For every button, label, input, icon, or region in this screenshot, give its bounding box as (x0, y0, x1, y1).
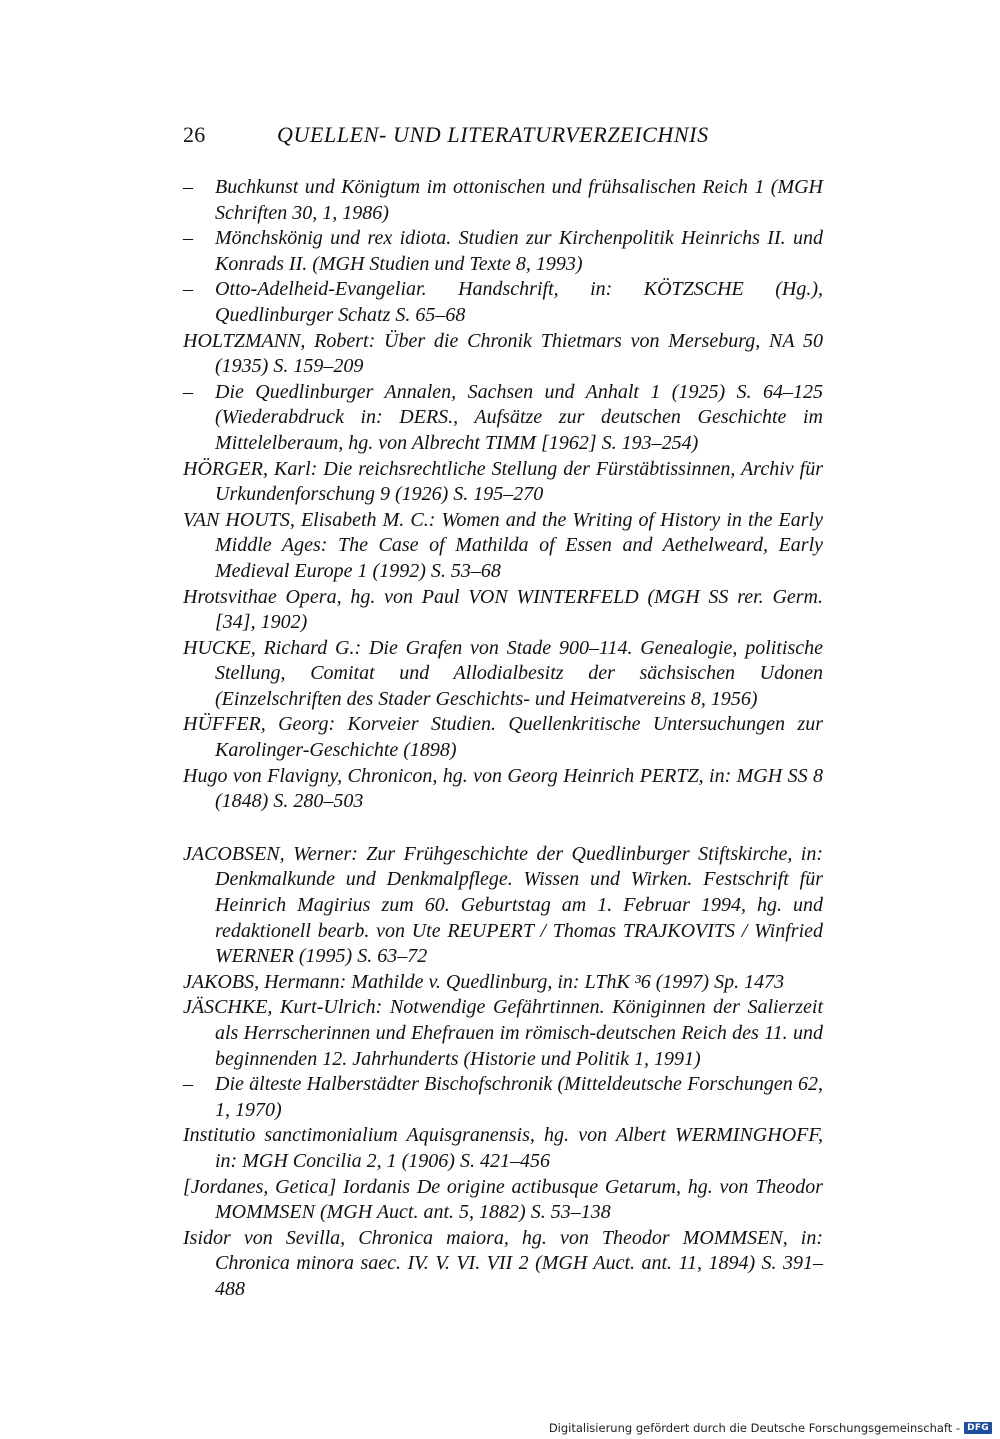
bibliography-entry: HOLTZMANN, Robert: Über die Chronik Thietmars von Merseburg, NA 50 (1935) S. 159–209 (183, 329, 823, 378)
bibliography-subentry: – Die Quedlinburger Annalen, Sachsen und Anhalt 1 (1925) S. 64–125 (Wiederabdruck in: DERS., Aufsätze zur deutschen Geschichte im Mittelelberaum, hg. von Albrecht TIMM [1962] S. 193–254) (183, 380, 823, 457)
bibliography-entry: Hugo von Flavigny, Chronicon, hg. von Georg Heinrich PERTZ, in: MGH SS 8 (1848) S. 280–503 (183, 764, 823, 813)
bibliography-subentry: – Otto-Adelheid-Evangeliar. Handschrift, in: KÖTZSCHE (Hg.), Quedlinburger Schatz S. 65–68 (183, 277, 823, 328)
page-number: 26 (183, 122, 206, 147)
running-head: QUELLEN- UND LITERATURVERZEICHNIS (277, 122, 709, 147)
bibliography-entry: JÄSCHKE, Kurt-Ulrich: Notwendige Gefährtinnen. Königinnen der Salierzeit als Herrscherinnen und Ehefrauen im römisch-deutschen Reich des 11. und beginnenden 12. Jahrhunderts (Historie und Politik 1, 1991) (183, 996, 823, 1070)
credit-text: Digitalisierung gefördert durch die Deutsche Forschungsgemeinschaft - (548, 1421, 961, 1435)
bibliography-subentry: – Mönchskönig und rex idiota. Studien zur Kirchenpolitik Heinrichs II. und Konrads II. (MGH Studien und Texte 8, 1993) (183, 226, 823, 277)
bibliography-subentry: – Die älteste Halberstädter Bischofschronik (Mitteldeutsche Forschungen 62, 1, 1970) (183, 1072, 823, 1123)
bibliography-subentry: – Buchkunst und Königtum im ottonischen und frühsalischen Reich 1 (MGH Schriften 30, 1, 1986) (183, 175, 823, 226)
bibliography-entry: VAN HOUTS, Elisabeth M. C.: Women and the Writing of History in the Early Middle Ages: The Case of Mathilda of Essen and Aethelweard, Early Medieval Europe 1 (1992) S. 53–68 (183, 508, 823, 582)
bibliography-entry: HÖRGER, Karl: Die reichsrechtliche Stellung der Fürstäbtissinnen, Archiv für Urkundenforschung 9 (1926) S. 195–270 (183, 457, 823, 506)
bibliography-entry: JACOBSEN, Werner: Zur Frühgeschichte der Quedlinburger Stiftskirche, in: Denkmalkunde und Denkmalpflege. Wissen und Wirken. Festschrift für Heinrich Magirius zum 60. Geburtstag am 1. Februar 1994, hg. und redaktionell bearb. von Ute REUPERT / Thomas TRAJKOVITS / Winfried WERNER (1995) S. 63–72 (183, 842, 823, 968)
digitization-credit (549, 1421, 992, 1435)
dfg-logo: DFG (964, 1422, 992, 1434)
bibliography-entry: HUCKE, Richard G.: Die Grafen von Stade 900–114. Genealogie, politische Stellung, Comitat und Allodialbesitz der sächsischen Udonen (Einzelschriften des Stader Geschichts- und Heimatvereins 8, 1956) (183, 636, 823, 710)
bibliography-list (183, 175, 823, 1303)
bibliography-entry: [Jordanes, Getica] Iordanis De origine actibusque Getarum, hg. von Theodor MOMMSEN (MGH Auct. ant. 5, 1882) S. 53–138 (183, 1175, 823, 1224)
bibliography-entry: JAKOBS, Hermann: Mathilde v. Quedlinburg, in: LThK ³6 (1997) Sp. 1473 (183, 970, 785, 993)
bibliography-entry: Institutio sanctimonialium Aquisgranensis, hg. von Albert WERMINGHOFF, in: MGH Concilia 2, 1 (1906) S. 421–456 (183, 1124, 823, 1172)
bibliography-entry: Isidor von Sevilla, Chronica maiora, hg. von Theodor MOMMSEN, in: Chronica minora saec. IV. V. VI. VII 2 (MGH Auct. ant. 11, 1894) S. 391–488 (183, 1226, 823, 1300)
bibliography-entry: Hrotsvithae Opera, hg. von Paul VON WINTERFELD (MGH SS rer. Germ. [34], 1902) (183, 585, 823, 634)
bibliography-entry: HÜFFER, Georg: Korveier Studien. Quellenkritische Untersuchungen zur Karolinger-Geschichte (1898) (183, 713, 823, 762)
